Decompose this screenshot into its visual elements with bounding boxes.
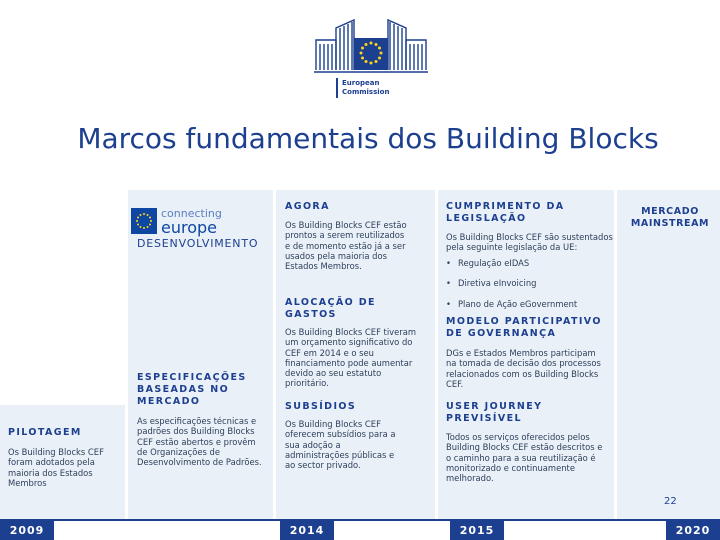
year-2014: 2014 xyxy=(280,521,334,540)
step-mercado xyxy=(617,190,720,519)
desenvolvimento-label: DESENVOLVIMENTO xyxy=(137,237,259,250)
logo-text-european: European xyxy=(342,79,380,87)
year-2020: 2020 xyxy=(666,521,720,540)
berlaymont-icon xyxy=(312,10,430,76)
cef-logo-line1: connecting xyxy=(161,207,222,220)
agora-heading: AGORA xyxy=(285,201,330,212)
year-2015: 2015 xyxy=(450,521,504,540)
year-2009: 2009 xyxy=(0,521,54,540)
cumprimento-heading: CUMPRIMENTO DA LEGISLAÇÃO xyxy=(446,201,565,224)
pilotagem-heading: PILOTAGEM xyxy=(8,427,82,438)
page-number: 22 xyxy=(664,496,677,507)
modelo-text: DGs e Estados Membros participam na tomada de decisão dos processos relacionados com os Building Blocks CEF. xyxy=(446,348,601,389)
pilotagem-text: Os Building Blocks CEF foram adotados pela maioria dos Estados Membros xyxy=(8,447,104,488)
mercado-heading: MERCADO MAINSTREAM xyxy=(630,206,710,229)
cef-logo-line2: europe xyxy=(161,218,217,237)
modelo-heading: MODELO PARTICIPATIVO DE GOVERNANÇA xyxy=(446,316,602,339)
european-commission-logo xyxy=(312,10,430,102)
subsidios-text: Os Building Blocks CEF oferecem subsídios para a sua adoção a administrações públicas e ao sector privado. xyxy=(285,419,396,471)
legislation-item: • Diretiva eInvoicing xyxy=(446,278,614,288)
legislation-item: • Plano de Ação eGovernment xyxy=(446,299,614,309)
timeline-line xyxy=(0,519,720,521)
alocacao-text: Os Building Blocks CEF tiveram um orçamento significativo do CEF em 2014 e o seu financiamento pode aumentar devido ao seu estatuto prioritário. xyxy=(285,327,417,389)
logo-text-commission: Commission xyxy=(342,88,390,96)
journey-text: Todos os serviços oferecidos pelos Building Blocks CEF estão descritos e o caminho para a sua reutilização é monitorizado e continuamente melhorado. xyxy=(446,432,603,484)
legislation-list xyxy=(446,258,614,315)
eu-flag-icon xyxy=(131,208,157,234)
cumprimento-text: Os Building Blocks CEF são sustentados pela seguinte legislação da UE: xyxy=(446,232,613,253)
especificacoes-text: As especificações técnicas e padrões dos Building Blocks CEF estão abertos e provêm de Organizações de Desenvolvimento de Padrões. xyxy=(137,416,262,468)
alocacao-heading: ALOCAÇÃO DE GASTOS xyxy=(285,297,376,320)
especificacoes-heading: ESPECIFICAÇÕES BASEADAS NO MERCADO xyxy=(137,372,247,407)
connecting-europe-logo xyxy=(131,206,271,238)
journey-heading: USER JOURNEY PREVISÍVEL xyxy=(446,401,543,424)
agora-text: Os Building Blocks CEF estão prontos a serem reutilizados e de momento estão já a ser usados pela maioria dos Estados Membros. xyxy=(285,220,407,272)
page-title: Marcos fundamentais dos Building Blocks xyxy=(77,122,659,155)
subsidios-heading: SUBSÍDIOS xyxy=(285,401,357,412)
legislation-item: • Regulação eIDAS xyxy=(446,258,614,268)
